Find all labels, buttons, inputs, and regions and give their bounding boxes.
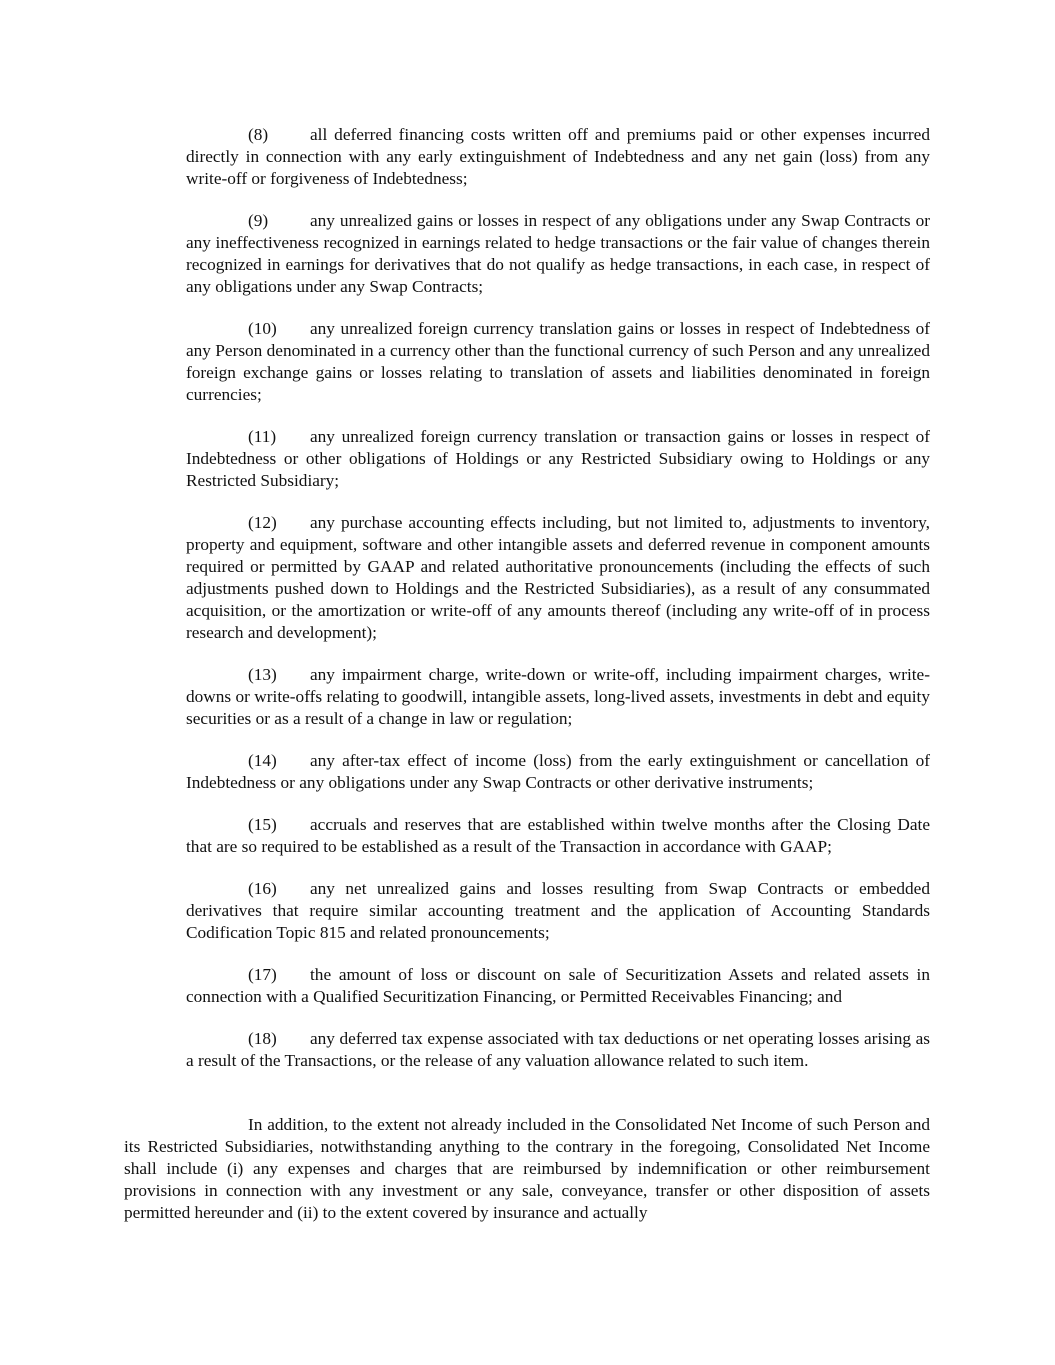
clause-text: any net unrealized gains and losses resulting from Swap Contracts or embedded derivatives that require similar accounting treatment and the application of Accounting Standards Codification Topic 815 and related pronouncements; (186, 879, 930, 942)
clause-text: all deferred financing costs written off and premiums paid or other expenses incurred directly in connection with any early extinguishment of Indebtedness and any net gain (loss) from any write-off or forgiveness of Indebtedness; (186, 125, 930, 188)
clause-18 (186, 1028, 930, 1072)
clause-number: (9) (248, 211, 269, 230)
clause-text: any unrealized foreign currency translation gains or losses in respect of Indebtedness of any Person denominated in a currency other than the functional currency of such Person and any unrealized foreign exchange gains or losses relating to translation of assets and liabilities denominated in foreign currencies; (186, 319, 930, 404)
clause-15 (186, 814, 930, 858)
clause-text: any impairment charge, write-down or write-off, including impairment charges, write-downs or write-offs relating to goodwill, intangible assets, long-lived assets, investments in debt and equity securities or as a result of a change in law or regulation; (186, 665, 930, 728)
clause-14 (186, 750, 930, 794)
clause-number: (13) (248, 665, 277, 684)
clause-8 (186, 124, 930, 190)
clause-number: (17) (248, 965, 277, 984)
clause-9 (186, 210, 930, 298)
closing-paragraph: In addition, to the extent not already included in the Consolidated Net Income of such Person and its Restricted Subsidiaries, notwithstanding anything to the contrary in the foregoing, Consolidated Net Income shall include (i) any expenses and charges that are reimbursed by indemnification or other reimbursement provisions in connection with any investment or any sale, conveyance, transfer or other disposition of assets permitted hereunder and (ii) to the extent covered by insurance and actually (124, 1115, 930, 1222)
clause-13 (186, 664, 930, 730)
clause-10 (186, 318, 930, 406)
clause-number: (16) (248, 879, 277, 898)
clause-text: the amount of loss or discount on sale of Securitization Assets and related assets in connection with a Qualified Securitization Financing, or Permitted Receivables Financing; and (186, 965, 930, 1006)
clause-17 (186, 964, 930, 1008)
clause-number: (10) (248, 319, 277, 338)
clause-text: accruals and reserves that are established within twelve months after the Closing Date that are so required to be established as a result of the Transaction in accordance with GAAP; (186, 815, 930, 856)
clause-number: (12) (248, 513, 277, 532)
clause-number: (14) (248, 751, 277, 770)
clause-16 (186, 878, 930, 944)
clause-12 (186, 512, 930, 643)
clause-text: any unrealized gains or losses in respect of any obligations under any Swap Contracts or any ineffectiveness recognized in earnings related to hedge transactions or the fair value of changes therein recognized in earnings for derivatives that do not qualify as hedge transactions, in each case, in respect of any obligations under any Swap Contracts; (186, 211, 930, 296)
clause-number: (18) (248, 1029, 277, 1048)
clause-text: any purchase accounting effects including, but not limited to, adjustments to inventory, property and equipment, software and other intangible assets and deferred revenue in component amounts required or permitted by GAAP and related authoritative pronouncements (including the effects of such adjustments pushed down to Holdings and the Restricted Subsidiaries), as a result of any consummated acquisition, or the amortization or write-off of any amounts thereof (including any write-off of in process research and development); (186, 513, 930, 642)
clause-number: (15) (248, 815, 277, 834)
clause-11 (186, 426, 930, 492)
clause-text: any deferred tax expense associated with tax deductions or net operating losses arising as a result of the Transactions, or the release of any valuation allowance related to such item. (186, 1029, 930, 1070)
clause-text: any after-tax effect of income (loss) from the early extinguishment or cancellation of Indebtedness or any obligations under any Swap Contracts or other derivative instruments; (186, 751, 930, 792)
clause-number: (8) (248, 125, 269, 144)
clause-text: any unrealized foreign currency translation or transaction gains or losses in respect of Indebtedness or other obligations of Holdings or any Restricted Subsidiary owing to Holdings or any Restricted Subsidiary; (186, 427, 930, 490)
clause-number: (11) (248, 427, 277, 446)
